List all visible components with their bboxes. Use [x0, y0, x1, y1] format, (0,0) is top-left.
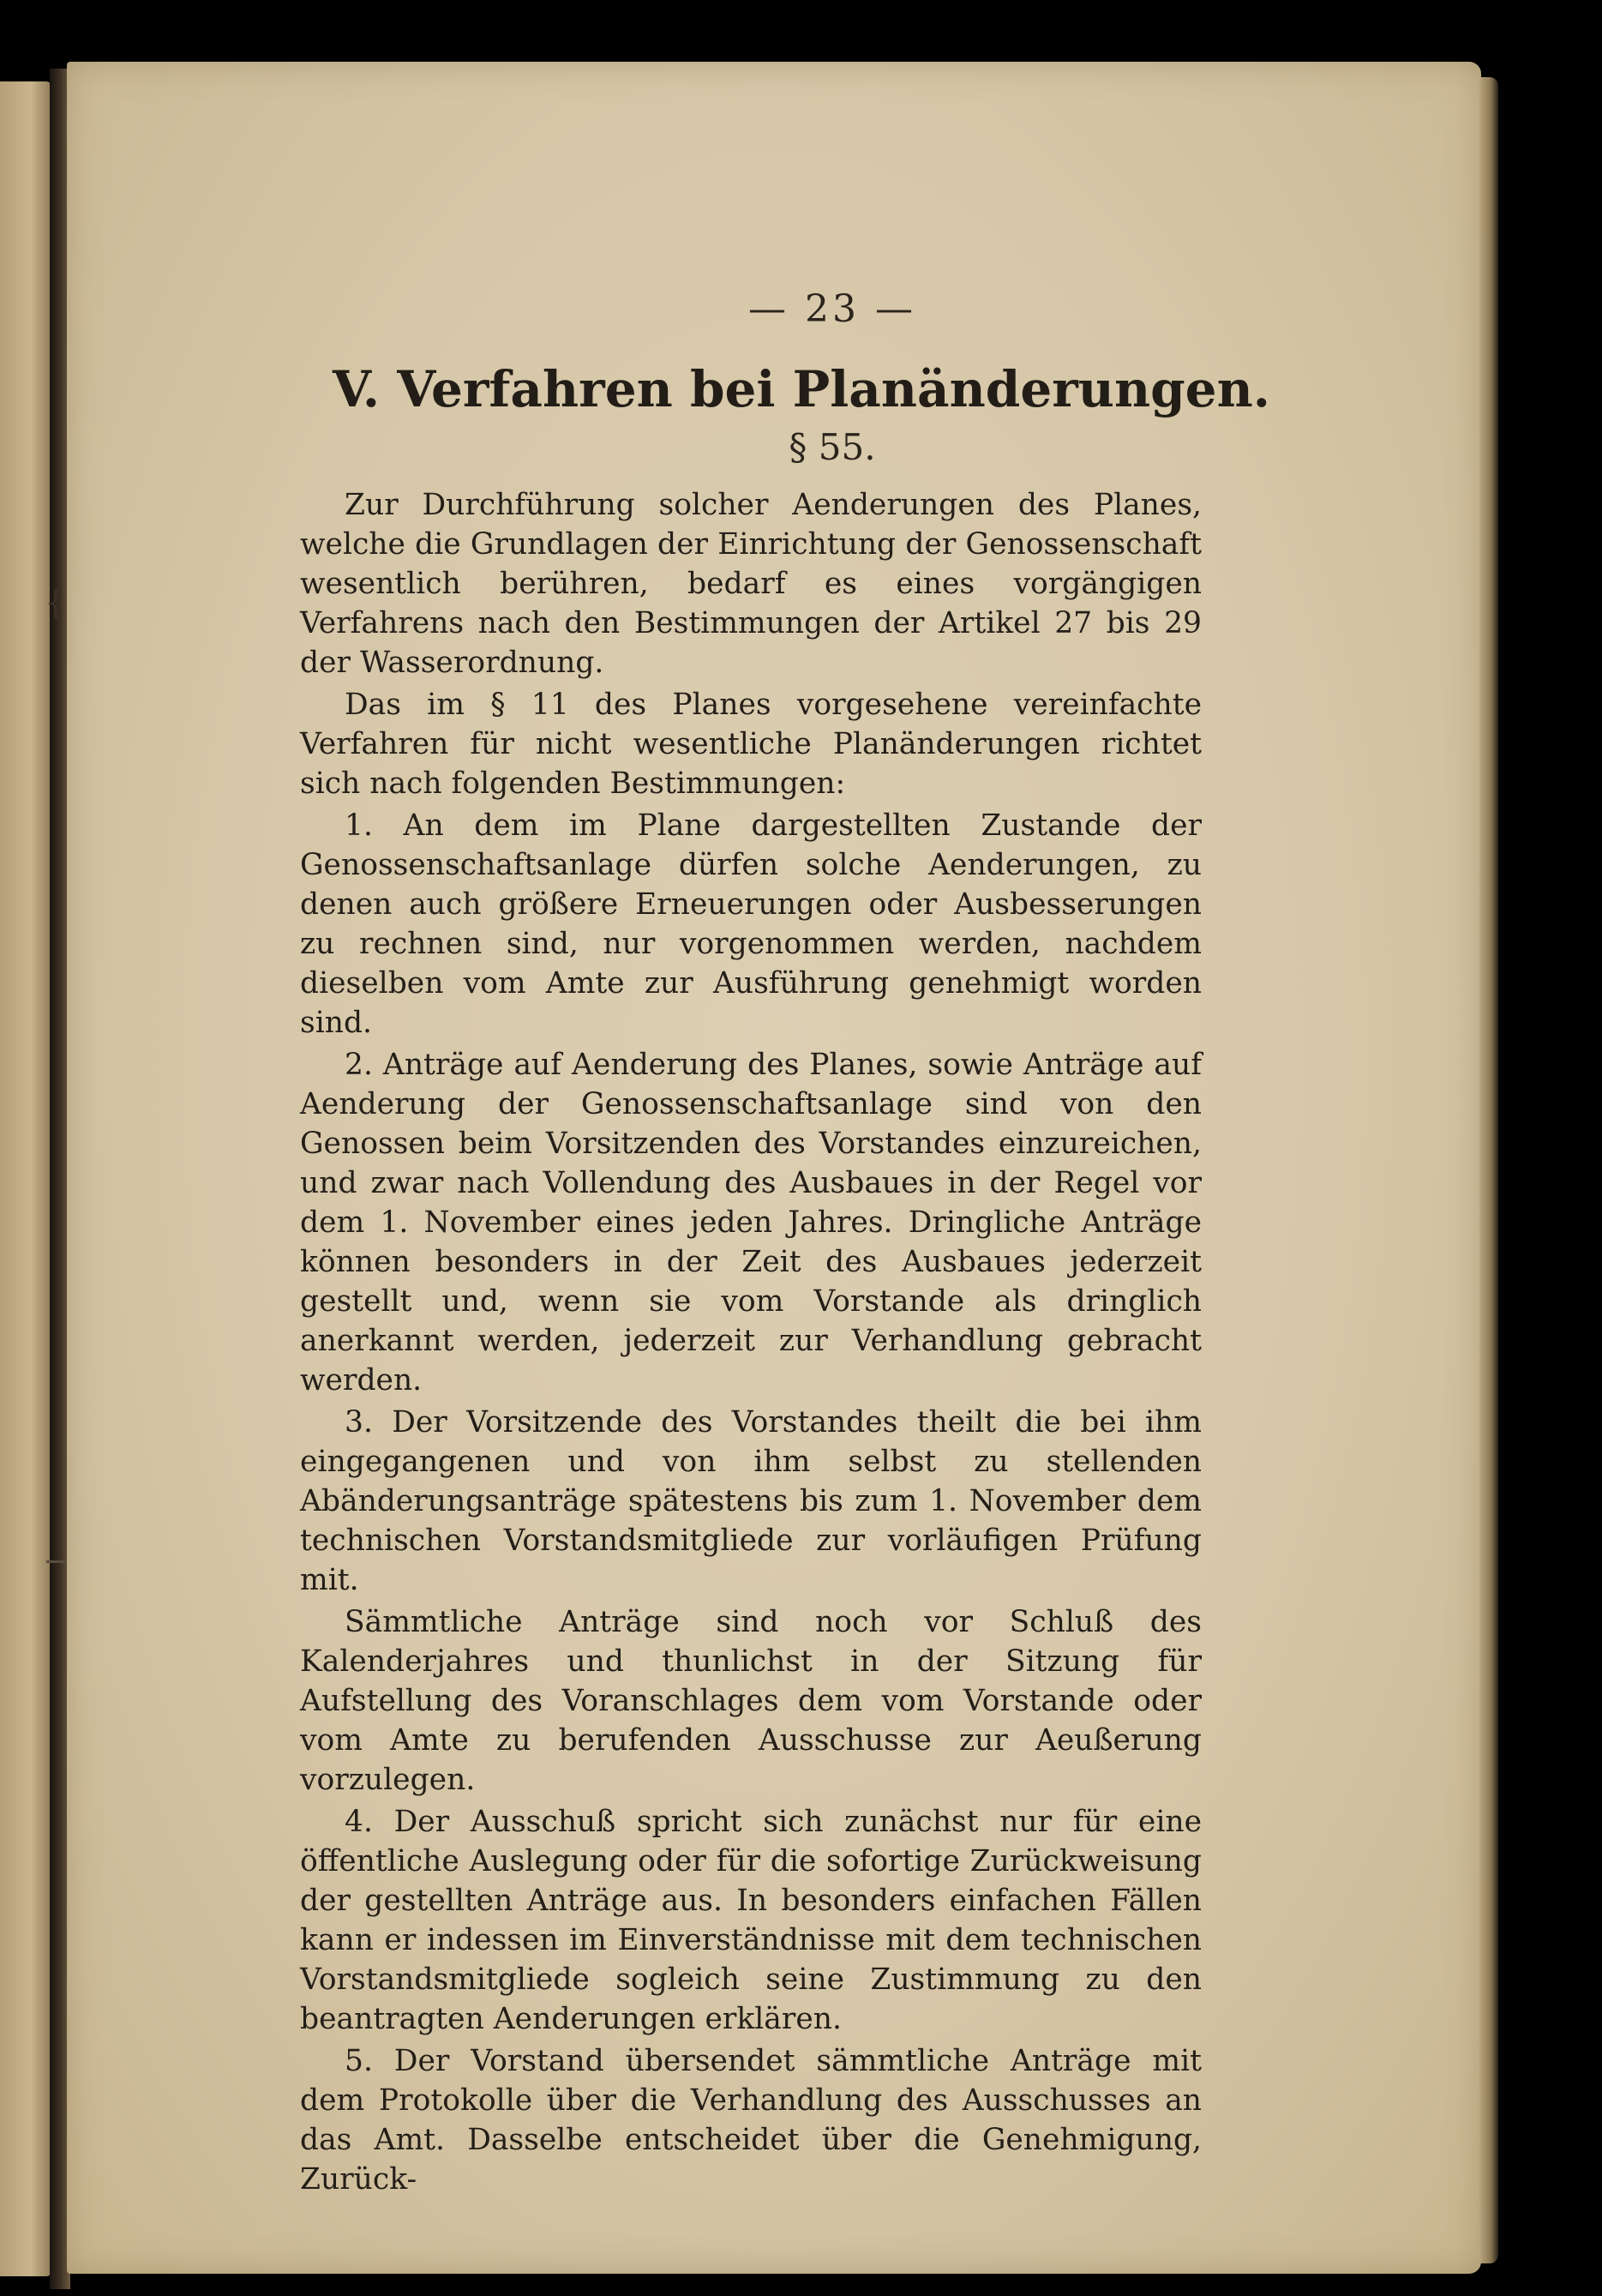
paragraph-item-3: 3. Der Vorsitzende des Vorstandes theilt die bei ihm eingegangenen und von ihm selbst zu stellenden Abänderungsanträge spätestens bis zum 1. November dem technischen Vorstandsmitgliede zur vorläufigen Prüfung mit.	[300, 1405, 1202, 1597]
paragraph-all-requests: Sämmtliche Anträge sind noch vor Schluß des Kalenderjahres und thunlichst in der Sitzung für Aufstellung des Voranschlages dem vom Vorstande oder vom Amte zu berufenden Ausschusse zur Aeußerung vorzulegen.	[300, 1605, 1202, 1797]
paragraph-number: § 55.	[789, 426, 876, 468]
page-stack-edge	[1479, 77, 1498, 2263]
paragraph-simplified-procedure: Das im § 11 des Planes vorgesehene vereinfachte Verfahren für nicht wesentliche Planänderungen richtet sich nach folgenden Bestimmungen:	[300, 688, 1202, 801]
paragraph-item-1: 1. An dem im Plane dargestellten Zustande der Genossenschaftsanlage dürfen solche Aenderungen, zu denen auch größere Erneuerungen oder Ausbesserungen zu rechnen sind, nur vorgenommen werden, nachdem dieselben vom Amte zur Ausführung genehmigt worden sind.	[300, 808, 1202, 1040]
facing-page-edge	[0, 81, 51, 2276]
margin-mark: {	[45, 583, 67, 622]
paragraph-item-2: 2. Anträge auf Aenderung des Planes, sowie Anträge auf Aenderung der Genossenschaftsanlage sind von den Genossen beim Vorsitzenden des Vorstandes einzureichen, und zwar nach Vollendung des Ausbaues in der Regel vor dem 1. November eines jeden Jahres. Dringliche Anträge können besonders in der Zeit des Ausbaues jederzeit gestellt und, wenn sie vom Vorstande als dringlich anerkannt werden, jederzeit zur Verhandlung gebracht werden.	[300, 1048, 1202, 1397]
margin-dash	[46, 1560, 65, 1563]
paragraph-item-4: 4. Der Ausschuß spricht sich zunächst nur für eine öffentliche Auslegung oder für die sofortige Zurückweisung der gestellten Anträge aus. In besonders einfachen Fällen kann er indessen im Einverständnisse mit dem technischen Vorstandsmitgliede sogleich seine Zustimmung zu den beantragten Aenderungen erklären.	[300, 1805, 1202, 2036]
body-text	[300, 485, 1202, 2199]
paragraph-item-5: 5. Der Vorstand übersendet sämmtliche Anträge mit dem Protokolle über die Verhandlung des Ausschusses an das Amt. Dasselbe entscheidet über die Genehmigung, Zurück-	[300, 2044, 1202, 2197]
paragraph-intro: Zur Durchführung solcher Aenderungen des Planes, welche die Grundlagen der Einrichtung der Genossenschaft wesentlich berühren, bedarf es eines vorgängigen Verfahrens nach den Bestimmungen der Artikel 27 bis 29 der Wasserordnung.	[300, 488, 1202, 680]
section-heading: V. Verfahren bei Planänderungen.	[333, 360, 1270, 418]
page-number: — 23 —	[748, 287, 916, 331]
